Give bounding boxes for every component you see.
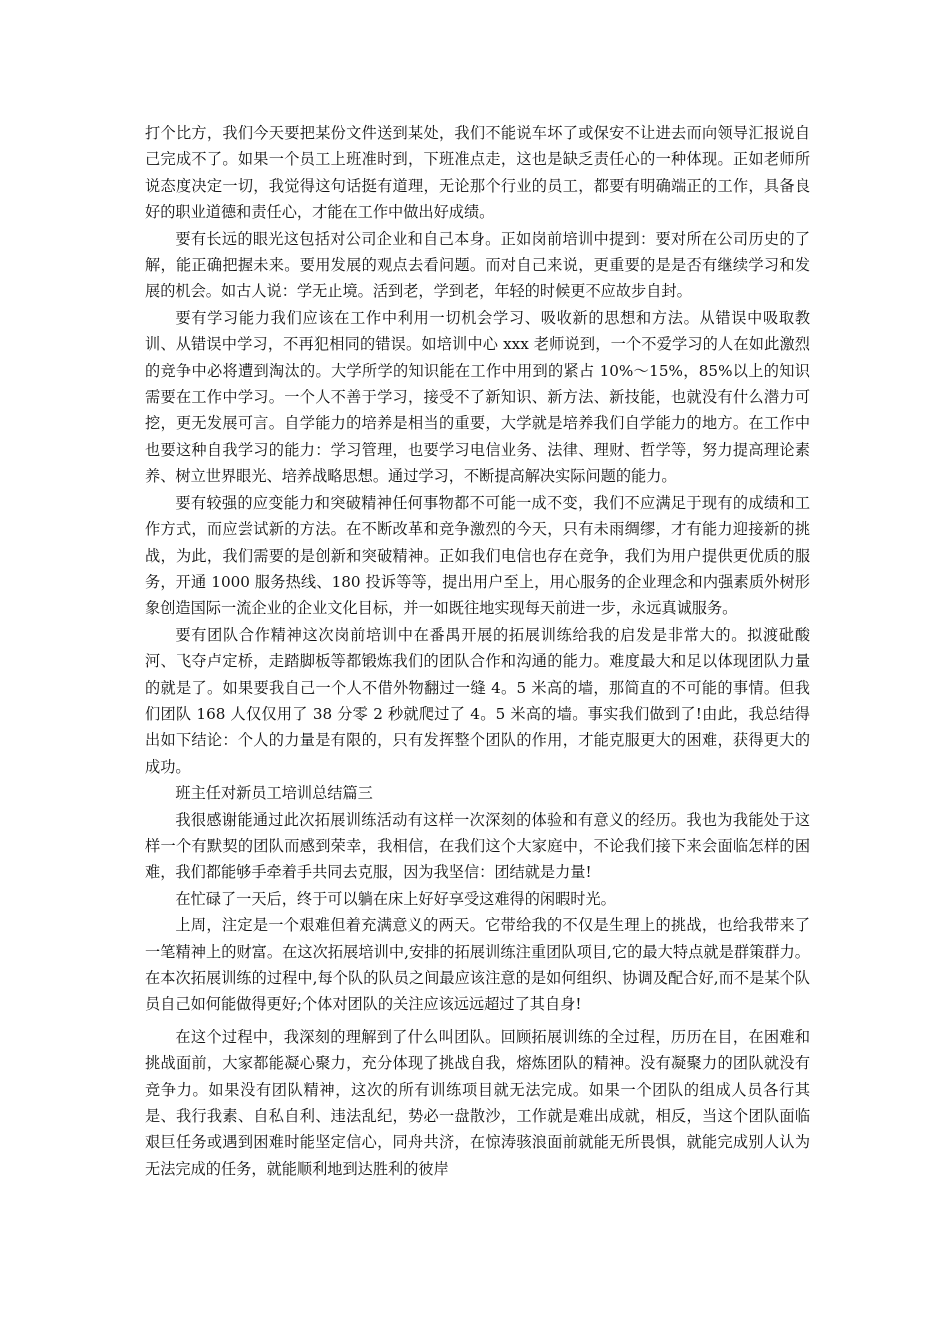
paragraph-1: 打个比方，我们今天要把某份文件送到某处，我们不能说车坏了或保安不让进去而向领导汇报说自己完成不了。如果一个员工上班准时到，下班准点走，这也是缺乏责任心的一种体现。正如老师所说态度决定一切，我觉得这句话挺有道理，无论那个行业的员工，都要有明确端正的工作，具备良好的职业道德和责任心，才能在工作中做出好成绩。: [145, 124, 810, 222]
paragraph-3: 要有学习能力我们应该在工作中利用一切机会学习、吸收新的思想和方法。从错误中吸取教训、从错误中学习，不再犯相同的错误。如培训中心 xxx 老师说到，一个不爱学习的人在如此激烈的竞争中必将遭到淘汰的。大学所学的知识能在工作中用到的紧占 10%～15%，85%以上的知识需要在工作中学习。一个人不善于学习，接受不了新知识、新方法、新技能，也就没有什么潜力可挖，更无发展可言。自学能力的培养是相当的重要，大学就是培养我们自学能力的地方。在工作中也要这种自我学习的能力：学习管理，也要学习电信业务、法律、理财、哲学等，努力提高理论素养、树立世界眼光、培养战略思想。通过学习，不断提高解决实际问题的能力。: [145, 308, 810, 486]
section-heading: 班主任对新员工培训总结篇三: [175, 784, 373, 803]
paragraph-7: 在忙碌了一天后，终于可以躺在床上好好享受这难得的闲暇时光。: [175, 889, 616, 908]
document-body: [145, 120, 810, 1182]
paragraph-8: 上周，注定是一个艰难但着充满意义的两天。它带给我的不仅是生理上的挑战，也给我带来了一笔精神上的财富。在这次拓展培训中,安排的拓展训练注重团队项目,它的最大特点就是群策群力。在本次拓展训练的过程中,每个队的队员之间最应该注意的是如何组织、协调及配合好,而不是某个队员自己如何能做得更好;个体对团队的关注应该远远超过了其自身!: [145, 916, 810, 1014]
paragraph-2: 要有长远的眼光这包括对公司企业和自己本身。正如岗前培训中提到：要对所在公司历史的了解，能正确把握未来。要用发展的观点去看问题。而对自己来说，更重要的是是否有继续学习和发展的机会。如古人说：学无止境。活到老，学到老，年轻的时候更不应故步自封。: [145, 229, 810, 301]
paragraph-5: 要有团队合作精神这次岗前培训中在番禺开展的拓展训练给我的启发是非常大的。拟渡砒酸河、飞夺卢定桥，走踏脚板等都锻炼我们的团队合作和沟通的能力。难度最大和足以体现团队力量的就是了。如果要我自己一个人不借外物翻过一缝 4。5 米高的墙，那简直的不可能的事情。但我们团队 168 人仅仅用了 38 分零 2 秒就爬过了 4。5 米高的墙。事实我们做到了!由此，我总结得出如下结论：个人的力量是有限的，只有发挥整个团队的作用，才能克服更大的困难，获得更大的成功。: [145, 625, 810, 776]
paragraph-6: 我很感谢能通过此次拓展训练活动有这样一次深刻的体验和有意义的经历。我也为我能处于这样一个有默契的团队而感到荣幸，我相信，在我们这个大家庭中，不论我们接下来会面临怎样的困难，我们都能够手牵着手共同去克服，因为我坚信：团结就是力量!: [145, 810, 810, 882]
paragraph-9: 在这个过程中，我深刻的理解到了什么叫团队。回顾拓展训练的全过程，历历在目，在困难和挑战面前，大家都能凝心聚力，充分体现了挑战自我，熔炼团队的精神。没有凝聚力的团队就没有竞争力。如果没有团队精神，这次的所有训练项目就无法完成。如果一个团队的组成人员各行其是、我行我素、自私自利、违法乱纪，势必一盘散沙，工作就是难出成就，相反，当这个团队面临艰巨任务或遇到困难时能坚定信心，同舟共济，在惊涛骇浪面前就能无所畏惧，就能完成别人认为无法完成的任务，就能顺利地到达胜利的彼岸: [145, 1027, 810, 1178]
paragraph-4: 要有较强的应变能力和突破精神任何事物都不可能一成不变，我们不应满足于现有的成绩和工作方式，而应尝试新的方法。在不断改革和竞争激烈的今天，只有未雨绸缪，才有能力迎接新的挑战，为此，我们需要的是创新和突破精神。正如我们电信也存在竞争，我们为用户提供更优质的服务，开通 1000 服务热线、180 投诉等等，提出用户至上，用心服务的企业理念和内强素质外树形象创造国际一流企业的企业文化目标，并一如既往地实现每天前进一步，永远真诚服务。: [145, 493, 810, 618]
